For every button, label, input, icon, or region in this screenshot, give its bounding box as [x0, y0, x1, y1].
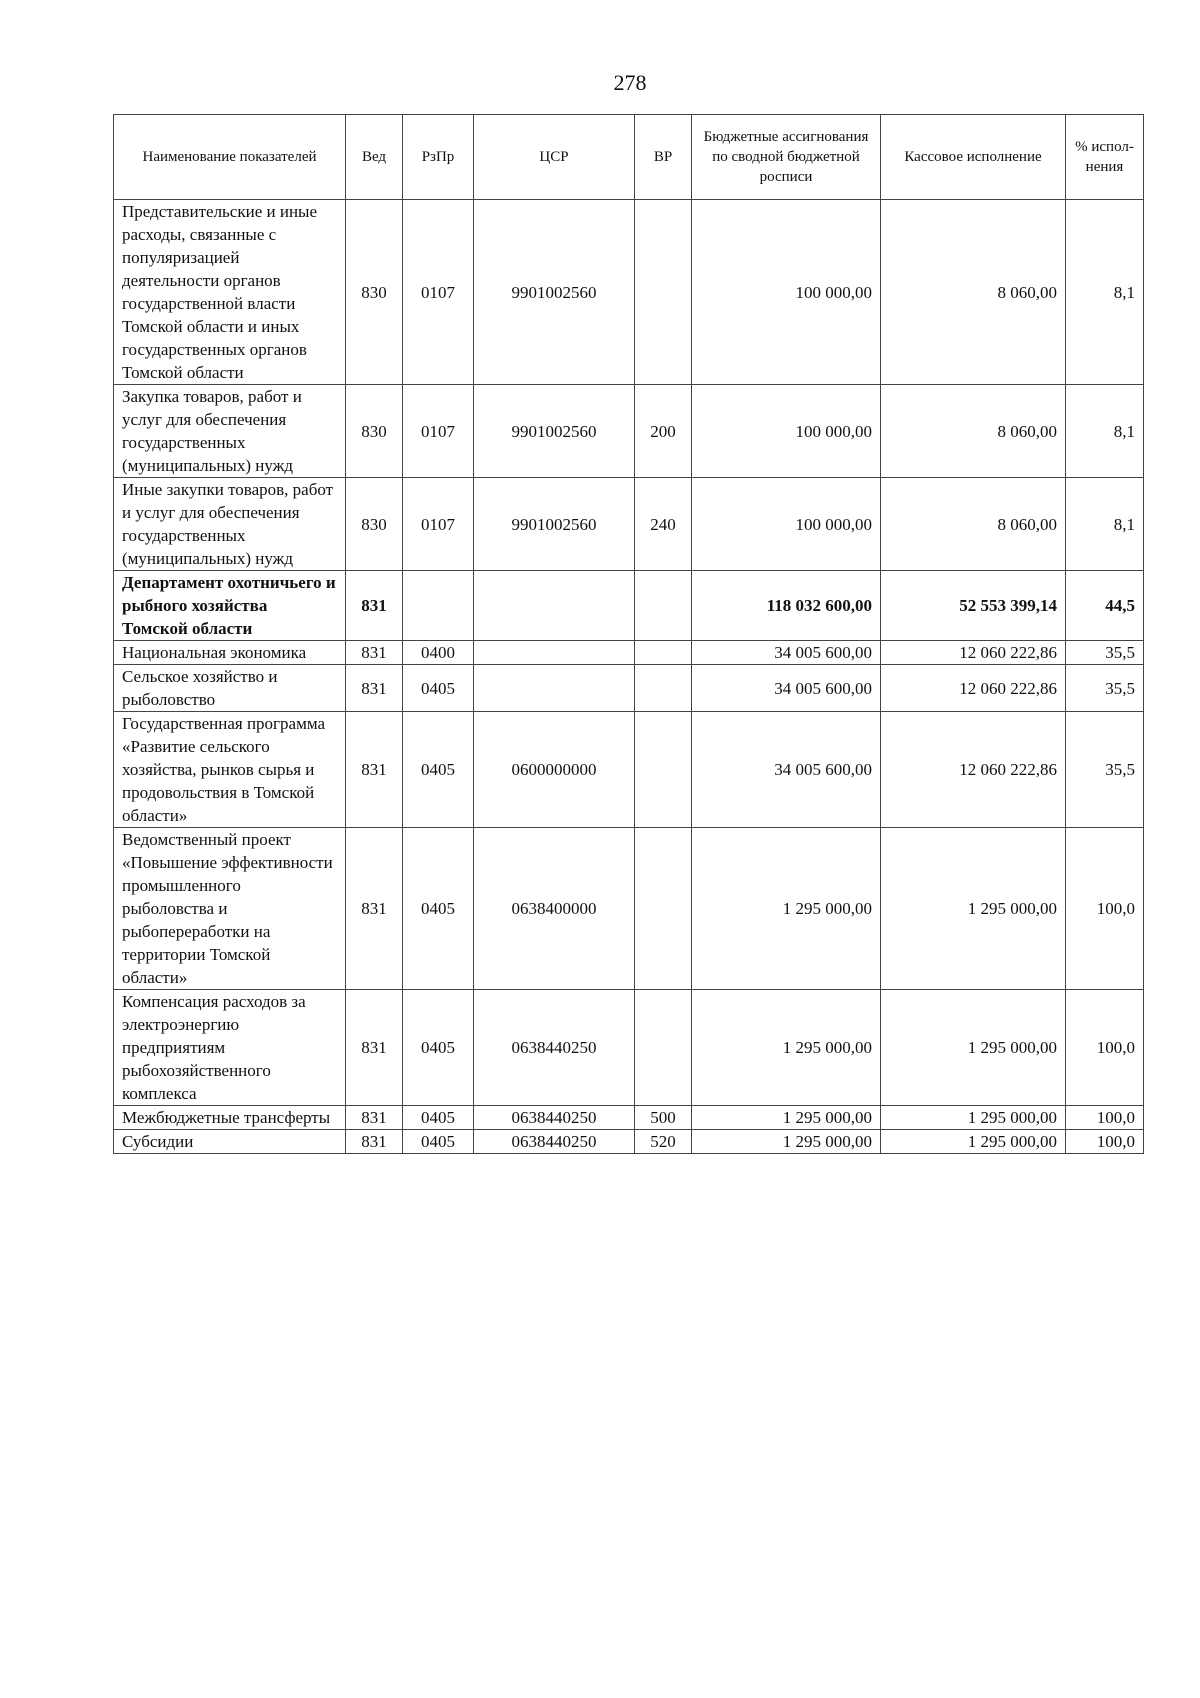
cell-percent: 8,1 — [1066, 385, 1144, 478]
cell-assignments: 100 000,00 — [692, 385, 881, 478]
table-row — [114, 712, 1144, 828]
cell-vr — [635, 571, 692, 641]
cell-rzpr: 0400 — [403, 641, 474, 665]
header-ved: Вед — [346, 115, 403, 200]
cell-csr: 0638440250 — [474, 1130, 635, 1154]
table-row — [114, 385, 1144, 478]
cell-ved: 830 — [346, 478, 403, 571]
table-row — [114, 990, 1144, 1106]
cell-name: Иные закупки товаров, работ и услуг для обеспечения государственных (муниципальных) нужд — [114, 478, 346, 571]
cell-name: Субсидии — [114, 1130, 346, 1154]
cell-name: Представительские и иные расходы, связанные с популяризацией деятельности органов государственной власти Томской области и иных государственных органов Томской области — [114, 200, 346, 385]
cell-csr — [474, 571, 635, 641]
cell-name: Межбюджетные трансферты — [114, 1106, 346, 1130]
page-number: 278 — [613, 70, 647, 95]
cell-assignments: 1 295 000,00 — [692, 1130, 881, 1154]
cell-vr: 520 — [635, 1130, 692, 1154]
header-vr: ВР — [635, 115, 692, 200]
table-row — [114, 1130, 1144, 1154]
cell-vr: 200 — [635, 385, 692, 478]
cell-cash-execution: 8 060,00 — [881, 200, 1066, 385]
cell-name: Ведомственный проект «Повышение эффективности промышленного рыболовства и рыбопереработки на территории Томской области» — [114, 828, 346, 990]
cell-ved: 831 — [346, 712, 403, 828]
cell-cash-execution: 1 295 000,00 — [881, 828, 1066, 990]
cell-assignments: 34 005 600,00 — [692, 665, 881, 712]
cell-name: Компенсация расходов за электроэнергию предприятиям рыбохозяйственного комплекса — [114, 990, 346, 1106]
table-header-row — [114, 115, 1144, 200]
cell-ved: 830 — [346, 200, 403, 385]
cell-ved: 830 — [346, 385, 403, 478]
cell-percent: 100,0 — [1066, 1130, 1144, 1154]
cell-csr — [474, 641, 635, 665]
cell-rzpr: 0405 — [403, 1130, 474, 1154]
cell-ved: 831 — [346, 665, 403, 712]
cell-rzpr: 0107 — [403, 200, 474, 385]
cell-cash-execution: 1 295 000,00 — [881, 1106, 1066, 1130]
table-row — [114, 828, 1144, 990]
cell-assignments: 118 032 600,00 — [692, 571, 881, 641]
cell-name: Государственная программа «Развитие сельского хозяйства, рынков сырья и продовольствия в Томской области» — [114, 712, 346, 828]
cell-rzpr: 0405 — [403, 1106, 474, 1130]
cell-assignments: 1 295 000,00 — [692, 990, 881, 1106]
cell-percent: 35,5 — [1066, 665, 1144, 712]
header-rzpr: РзПр — [403, 115, 474, 200]
cell-name: Закупка товаров, работ и услуг для обеспечения государственных (муниципальных) нужд — [114, 385, 346, 478]
cell-cash-execution: 1 295 000,00 — [881, 1130, 1066, 1154]
header-assignments: Бюджетные ассигнования по сводной бюджетной росписи — [692, 115, 881, 200]
cell-rzpr: 0107 — [403, 478, 474, 571]
table-row — [114, 1106, 1144, 1130]
cell-csr: 9901002560 — [474, 200, 635, 385]
table-row — [114, 665, 1144, 712]
table-row — [114, 571, 1144, 641]
cell-name: Национальная экономика — [114, 641, 346, 665]
cell-csr: 9901002560 — [474, 478, 635, 571]
cell-vr — [635, 828, 692, 990]
cell-rzpr: 0405 — [403, 828, 474, 990]
cell-vr — [635, 200, 692, 385]
cell-assignments: 100 000,00 — [692, 200, 881, 385]
header-percent: % испол-нения — [1066, 115, 1144, 200]
cell-vr — [635, 665, 692, 712]
cell-cash-execution: 8 060,00 — [881, 478, 1066, 571]
cell-csr: 0638400000 — [474, 828, 635, 990]
cell-cash-execution: 12 060 222,86 — [881, 641, 1066, 665]
cell-cash-execution: 8 060,00 — [881, 385, 1066, 478]
cell-rzpr: 0107 — [403, 385, 474, 478]
cell-ved: 831 — [346, 1130, 403, 1154]
cell-ved: 831 — [346, 571, 403, 641]
cell-vr — [635, 641, 692, 665]
cell-percent: 8,1 — [1066, 478, 1144, 571]
cell-csr: 0638440250 — [474, 1106, 635, 1130]
cell-percent: 35,5 — [1066, 712, 1144, 828]
cell-percent: 100,0 — [1066, 990, 1144, 1106]
cell-assignments: 1 295 000,00 — [692, 828, 881, 990]
cell-ved: 831 — [346, 990, 403, 1106]
cell-vr — [635, 712, 692, 828]
header-cash-execution: Кассовое исполнение — [881, 115, 1066, 200]
cell-percent: 44,5 — [1066, 571, 1144, 641]
table-row — [114, 478, 1144, 571]
cell-ved: 831 — [346, 641, 403, 665]
cell-rzpr: 0405 — [403, 990, 474, 1106]
cell-rzpr: 0405 — [403, 712, 474, 828]
cell-assignments: 34 005 600,00 — [692, 712, 881, 828]
cell-assignments: 1 295 000,00 — [692, 1106, 881, 1130]
cell-cash-execution: 52 553 399,14 — [881, 571, 1066, 641]
cell-name: Сельское хозяйство и рыболовство — [114, 665, 346, 712]
cell-percent: 100,0 — [1066, 1106, 1144, 1130]
budget-execution-table — [113, 114, 1144, 1154]
cell-vr: 500 — [635, 1106, 692, 1130]
cell-name: Департамент охотничьего и рыбного хозяйства Томской области — [114, 571, 346, 641]
cell-csr: 0600000000 — [474, 712, 635, 828]
cell-rzpr — [403, 571, 474, 641]
cell-cash-execution: 12 060 222,86 — [881, 712, 1066, 828]
cell-ved: 831 — [346, 828, 403, 990]
cell-percent: 100,0 — [1066, 828, 1144, 990]
header-csr: ЦСР — [474, 115, 635, 200]
cell-vr: 240 — [635, 478, 692, 571]
cell-cash-execution: 12 060 222,86 — [881, 665, 1066, 712]
header-name: Наименование показателей — [114, 115, 346, 200]
cell-cash-execution: 1 295 000,00 — [881, 990, 1066, 1106]
cell-csr: 9901002560 — [474, 385, 635, 478]
cell-percent: 8,1 — [1066, 200, 1144, 385]
cell-vr — [635, 990, 692, 1106]
cell-assignments: 34 005 600,00 — [692, 641, 881, 665]
cell-percent: 35,5 — [1066, 641, 1144, 665]
table-row — [114, 641, 1144, 665]
cell-ved: 831 — [346, 1106, 403, 1130]
cell-csr — [474, 665, 635, 712]
table-row — [114, 200, 1144, 385]
cell-csr: 0638440250 — [474, 990, 635, 1106]
cell-assignments: 100 000,00 — [692, 478, 881, 571]
cell-rzpr: 0405 — [403, 665, 474, 712]
